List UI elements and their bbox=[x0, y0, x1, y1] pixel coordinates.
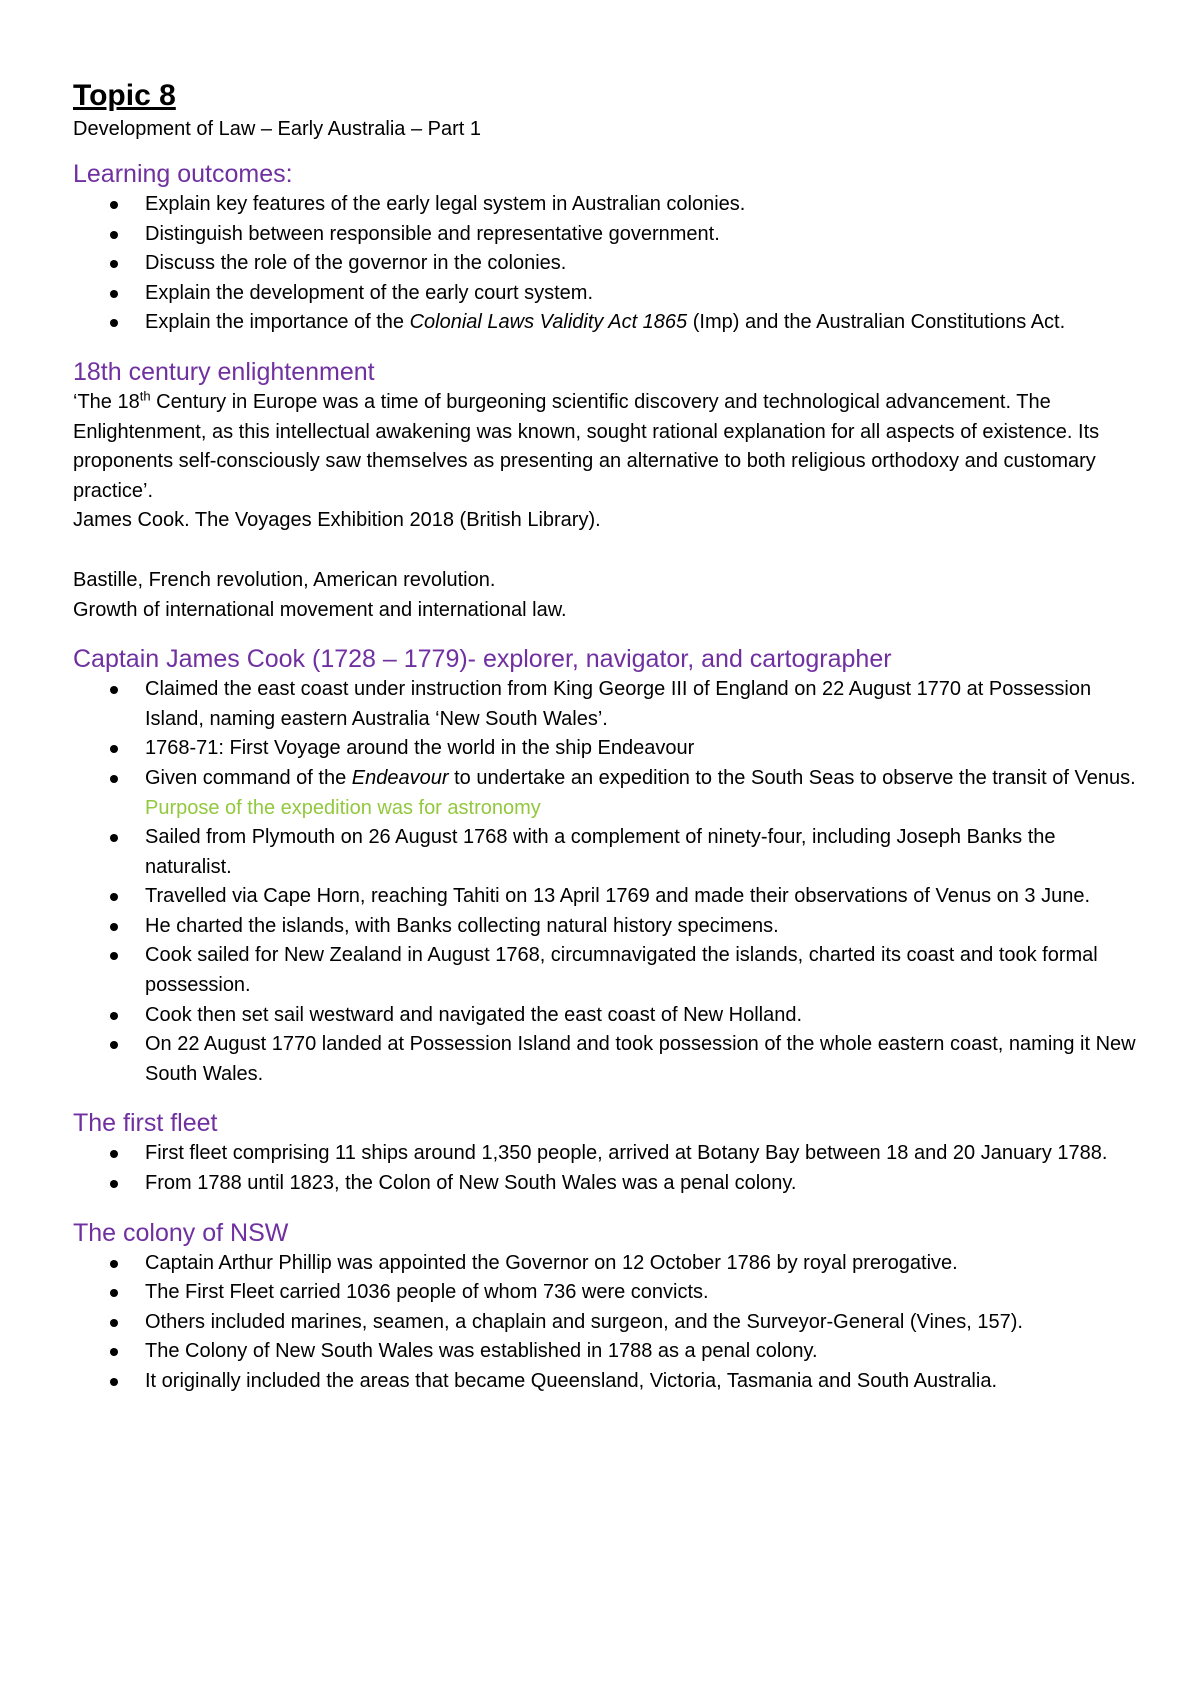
bullet-icon bbox=[110, 834, 118, 842]
list-item: Captain Arthur Phillip was appointed the Governor on 12 October 1786 by royal prerogative. bbox=[73, 1249, 1143, 1279]
nsw-heading: The colony of NSW bbox=[73, 1218, 289, 1247]
list-item: On 22 August 1770 landed at Possession Island and took possession of the whole eastern coast, naming it New South Wales. bbox=[73, 1030, 1143, 1089]
list-item: It originally included the areas that became Queensland, Victoria, Tasmania and South Australia. bbox=[73, 1367, 1143, 1397]
bullet-icon bbox=[110, 952, 118, 960]
bullet-icon bbox=[110, 201, 118, 209]
spacer bbox=[73, 625, 1143, 643]
bullet-icon bbox=[110, 231, 118, 239]
list-item: Distinguish between responsible and representative government. bbox=[73, 220, 1143, 250]
bullet-icon bbox=[110, 1180, 118, 1188]
bullet-icon bbox=[110, 893, 118, 901]
list-item: Given command of the Endeavour to undertake an expedition to the South Seas to observe the transit of Venus. Purpose of the expedition was for astronomy bbox=[73, 764, 1143, 823]
learning-outcomes-heading: Learning outcomes: bbox=[73, 160, 293, 188]
list-item: First fleet comprising 11 ships around 1,350 people, arrived at Botany Bay between 18 and 20 January 1788. bbox=[73, 1139, 1143, 1169]
bullet-icon bbox=[110, 686, 118, 694]
list-item: Explain the development of the early court system. bbox=[73, 279, 1143, 309]
list-item: He charted the islands, with Banks collecting natural history specimens. bbox=[73, 912, 1143, 942]
list-item: Cook then set sail westward and navigated the east coast of New Holland. bbox=[73, 1001, 1143, 1031]
cook-heading: Captain James Cook (1728 – 1779)- explorer, navigator, and cartographer bbox=[73, 645, 892, 674]
list-item: Cook sailed for New Zealand in August 1768, circumnavigated the islands, charted its coast and took formal possession. bbox=[73, 941, 1143, 1000]
page-subtitle: Development of Law – Early Australia – Part 1 bbox=[73, 118, 481, 140]
bullet-icon bbox=[110, 775, 118, 783]
list-item: Explain key features of the early legal system in Australian colonies. bbox=[73, 190, 1143, 220]
first-fleet-list bbox=[73, 1139, 1143, 1198]
document-page bbox=[73, 78, 1143, 1415]
bullet-icon bbox=[110, 260, 118, 268]
act-title: Colonial Laws Validity Act 1865 bbox=[409, 311, 688, 334]
bullet-icon bbox=[110, 745, 118, 753]
highlight-note: Purpose of the expedition was for astronomy bbox=[145, 796, 541, 819]
bullet-icon bbox=[110, 1378, 118, 1386]
list-item: Discuss the role of the governor in the colonies. bbox=[73, 249, 1143, 279]
cook-list bbox=[73, 675, 1143, 1089]
bullet-icon bbox=[110, 319, 118, 327]
bullet-icon bbox=[110, 923, 118, 931]
page-title: Topic 8 bbox=[73, 79, 176, 112]
ship-name: Endeavour bbox=[351, 766, 449, 789]
list-item: Claimed the east coast under instruction from King George III of England on 22 August 1770 at Possession Island, naming eastern Australia ‘New South Wales’. bbox=[73, 675, 1143, 734]
list-item: Sailed from Plymouth on 26 August 1768 with a complement of ninety-four, including Joseph Banks the naturalist. bbox=[73, 823, 1143, 882]
list-item: 1768-71: First Voyage around the world in the ship Endeavour bbox=[73, 734, 1143, 764]
bullet-icon bbox=[110, 1289, 118, 1297]
enlightenment-line-1: Bastille, French revolution, American revolution. bbox=[73, 568, 496, 591]
first-fleet-heading: The first fleet bbox=[73, 1109, 218, 1138]
bullet-icon bbox=[110, 1348, 118, 1356]
nsw-list bbox=[73, 1249, 1143, 1397]
bullet-icon bbox=[110, 1319, 118, 1327]
enlightenment-line-2: Growth of international movement and international law. bbox=[73, 598, 567, 621]
bullet-icon bbox=[110, 1150, 118, 1158]
enlightenment-heading: 18th century enlightenment bbox=[73, 357, 375, 386]
bullet-icon bbox=[110, 1041, 118, 1049]
list-item: Others included marines, seamen, a chaplain and surgeon, and the Surveyor-General (Vines, 157). bbox=[73, 1308, 1143, 1338]
bullet-icon bbox=[110, 1012, 118, 1020]
bullet-icon bbox=[110, 1260, 118, 1268]
list-item: The First Fleet carried 1036 people of whom 736 were convicts. bbox=[73, 1278, 1143, 1308]
bullet-icon bbox=[110, 290, 118, 298]
enlightenment-quote: ‘The 18th Century in Europe was a time of burgeoning scientific discovery and technological advancement. The Enlightenment, as this intellectual awakening was known, sought rational explanation for all aspects of existence. Its proponents self-consciously saw themselves as presenting an alternative to both religious orthodoxy and customary practice’. bbox=[73, 388, 1100, 502]
spacer bbox=[73, 536, 1143, 566]
learning-outcomes-list bbox=[73, 190, 1143, 338]
quote-source: James Cook. The Voyages Exhibition 2018 (British Library). bbox=[73, 509, 601, 532]
list-item: Travelled via Cape Horn, reaching Tahiti on 13 April 1769 and made their observations of Venus on 3 June. bbox=[73, 882, 1143, 912]
list-item: Explain the importance of the Colonial Laws Validity Act 1865 (Imp) and the Australian Constitutions Act. bbox=[73, 308, 1143, 338]
list-item: The Colony of New South Wales was established in 1788 as a penal colony. bbox=[73, 1337, 1143, 1367]
list-item: From 1788 until 1823, the Colon of New South Wales was a penal colony. bbox=[73, 1169, 1143, 1199]
